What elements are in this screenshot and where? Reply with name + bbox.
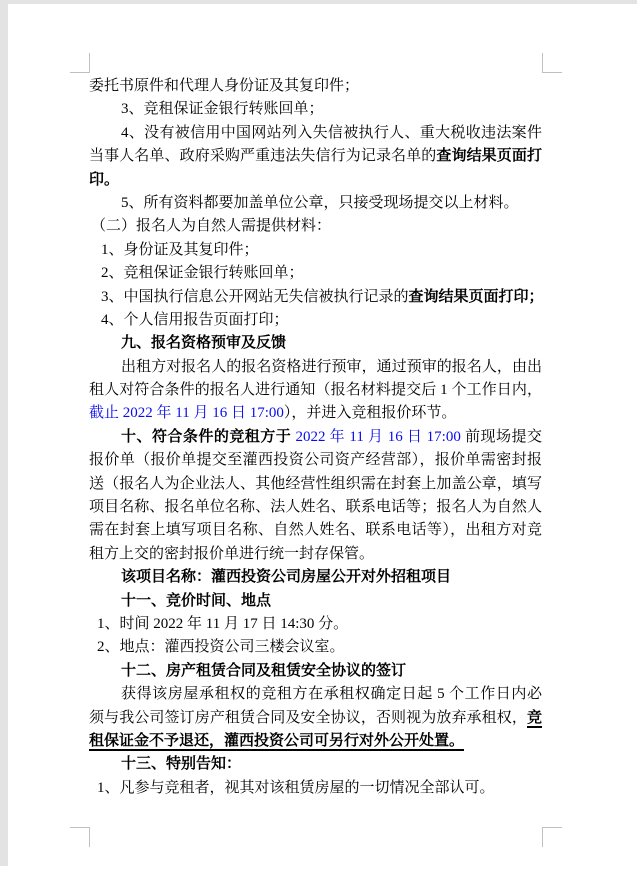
text-segment: 租方上交的密封报价单进行统一封存保管。 xyxy=(89,545,375,562)
text-line xyxy=(89,145,542,168)
text-segment: 报价单（报价单提交至灌西投资公司资产经营部），报价单需密封报 xyxy=(89,452,542,469)
text-segment: 需在封套上填写项目名称、自然人姓名、联系电话等），出租方对竞 xyxy=(89,522,542,539)
text-segment: 该项目名称：灌西投资公司房屋公开对外招租项目 xyxy=(121,569,452,586)
text-segment: 前现场提交 xyxy=(465,428,542,445)
text-segment: 1、凡参与竞租者，视其对该租赁房屋的一切情况全部认可。 xyxy=(97,779,495,796)
text-line xyxy=(89,215,542,238)
text-segment: 获得该房屋承租权的竞租方在承租权确定日起 5 个工作日内必 xyxy=(121,686,542,703)
text-segment: 十一、竞价时间、地点 xyxy=(121,592,272,609)
text-segment: 查询结果页面打 xyxy=(436,148,542,165)
app-background-left xyxy=(0,4,8,866)
text-segment: 1、时间 2022 年 11 月 17 日 14:30 分。 xyxy=(97,615,349,632)
text-line xyxy=(89,169,542,192)
text-segment: 2022 年 11 月 16 日 17:00 xyxy=(291,428,466,445)
text-segment: 2、地点：灌西投资公司三楼会议室。 xyxy=(97,639,345,656)
text-line xyxy=(89,660,542,683)
text-line xyxy=(89,753,542,776)
text-line xyxy=(89,636,542,659)
document-page[interactable] xyxy=(8,4,637,881)
text-segment: 送（报名人为企业法人、其他经营性组织需在封套上加盖公章，填写 xyxy=(89,475,542,492)
text-line xyxy=(89,519,542,542)
text-line xyxy=(89,356,542,379)
text-segment: 租人对符合条件的报名人进行通知（报名材料提交后 1 个工作日内， xyxy=(89,382,542,399)
text-segment: 项目名称、报名单位名称、法人姓名、联系电话等；报名人为自然人 xyxy=(89,499,542,516)
margin-crop-mark-top-left xyxy=(70,53,90,73)
text-segment: 十二、房产租赁合同及租赁安全协议的签订 xyxy=(121,662,407,679)
text-line xyxy=(89,496,542,519)
text-segment: 出租方对报名人的报名资格进行预审，通过预审的报名人，由出 xyxy=(121,358,542,375)
text-line xyxy=(89,707,542,730)
text-segment: 截止 2022 年 11 月 16 日 17:00 xyxy=(89,405,284,422)
text-line xyxy=(89,683,542,706)
text-segment: 十、符合条件的竞租方于 xyxy=(121,428,292,445)
text-segment: 1、身份证及其复印件； xyxy=(101,241,259,258)
text-line xyxy=(89,286,542,309)
text-segment: 十三、特别告知： xyxy=(121,756,242,773)
text-segment: 印。 xyxy=(89,171,120,188)
text-line xyxy=(89,449,542,472)
text-line xyxy=(89,262,542,285)
text-segment: （二）报名人为自然人需提供材料： xyxy=(91,218,332,235)
text-line xyxy=(89,590,542,613)
text-segment: 2、竞租保证金银行转账回单； xyxy=(101,265,304,282)
text-segment: 委托书原件和代理人身份证及其复印件； xyxy=(89,78,360,94)
text-segment: 4、个人信用报告页面打印； xyxy=(101,311,289,328)
text-line xyxy=(89,402,542,425)
text-line xyxy=(89,332,542,355)
text-segment: 4、没有被信用中国网站列入失信被执行人、重大税收违法案件 xyxy=(121,124,542,141)
text-segment: 九、报名资格预审及反馈 xyxy=(121,335,287,352)
margin-crop-mark-top-right xyxy=(542,53,562,73)
text-segment: 竞 xyxy=(526,709,542,726)
text-line xyxy=(89,75,542,98)
text-line xyxy=(89,379,542,402)
text-segment: ），并进入竞租报价环节。 xyxy=(283,405,457,422)
text-line xyxy=(89,473,542,496)
document-text[interactable] xyxy=(89,75,542,800)
text-segment: 5、所有资料都要加盖单位公章，只接受现场提交以上材料。 xyxy=(121,194,519,211)
text-segment: 查询结果页面打印； xyxy=(408,288,544,305)
margin-crop-mark-bottom-right xyxy=(542,827,562,847)
text-line xyxy=(89,543,542,566)
margin-crop-mark-bottom-left xyxy=(70,827,90,847)
text-line xyxy=(89,309,542,332)
text-line xyxy=(89,777,542,800)
text-line xyxy=(89,730,542,753)
text-line xyxy=(89,122,542,145)
text-line xyxy=(89,566,542,589)
text-line xyxy=(89,239,542,262)
text-line xyxy=(89,613,542,636)
text-line xyxy=(89,98,542,121)
text-segment: 3、中国执行信息公开网站无失信被执行记录的 xyxy=(101,288,409,305)
text-segment: 3、竞租保证金银行转账回单； xyxy=(121,101,324,118)
text-line xyxy=(89,192,542,215)
text-line xyxy=(89,426,542,449)
text-segment: 须与我公司签订房产租赁合同及安全协议，否则视为放弃承租权， xyxy=(89,709,527,726)
text-segment: 租保证金不予退还，灌西投资公司可另行对外公开处置。 xyxy=(89,732,465,749)
text-segment: 当事人名单、政府采购严重违法失信行为记录名单的 xyxy=(89,148,437,165)
